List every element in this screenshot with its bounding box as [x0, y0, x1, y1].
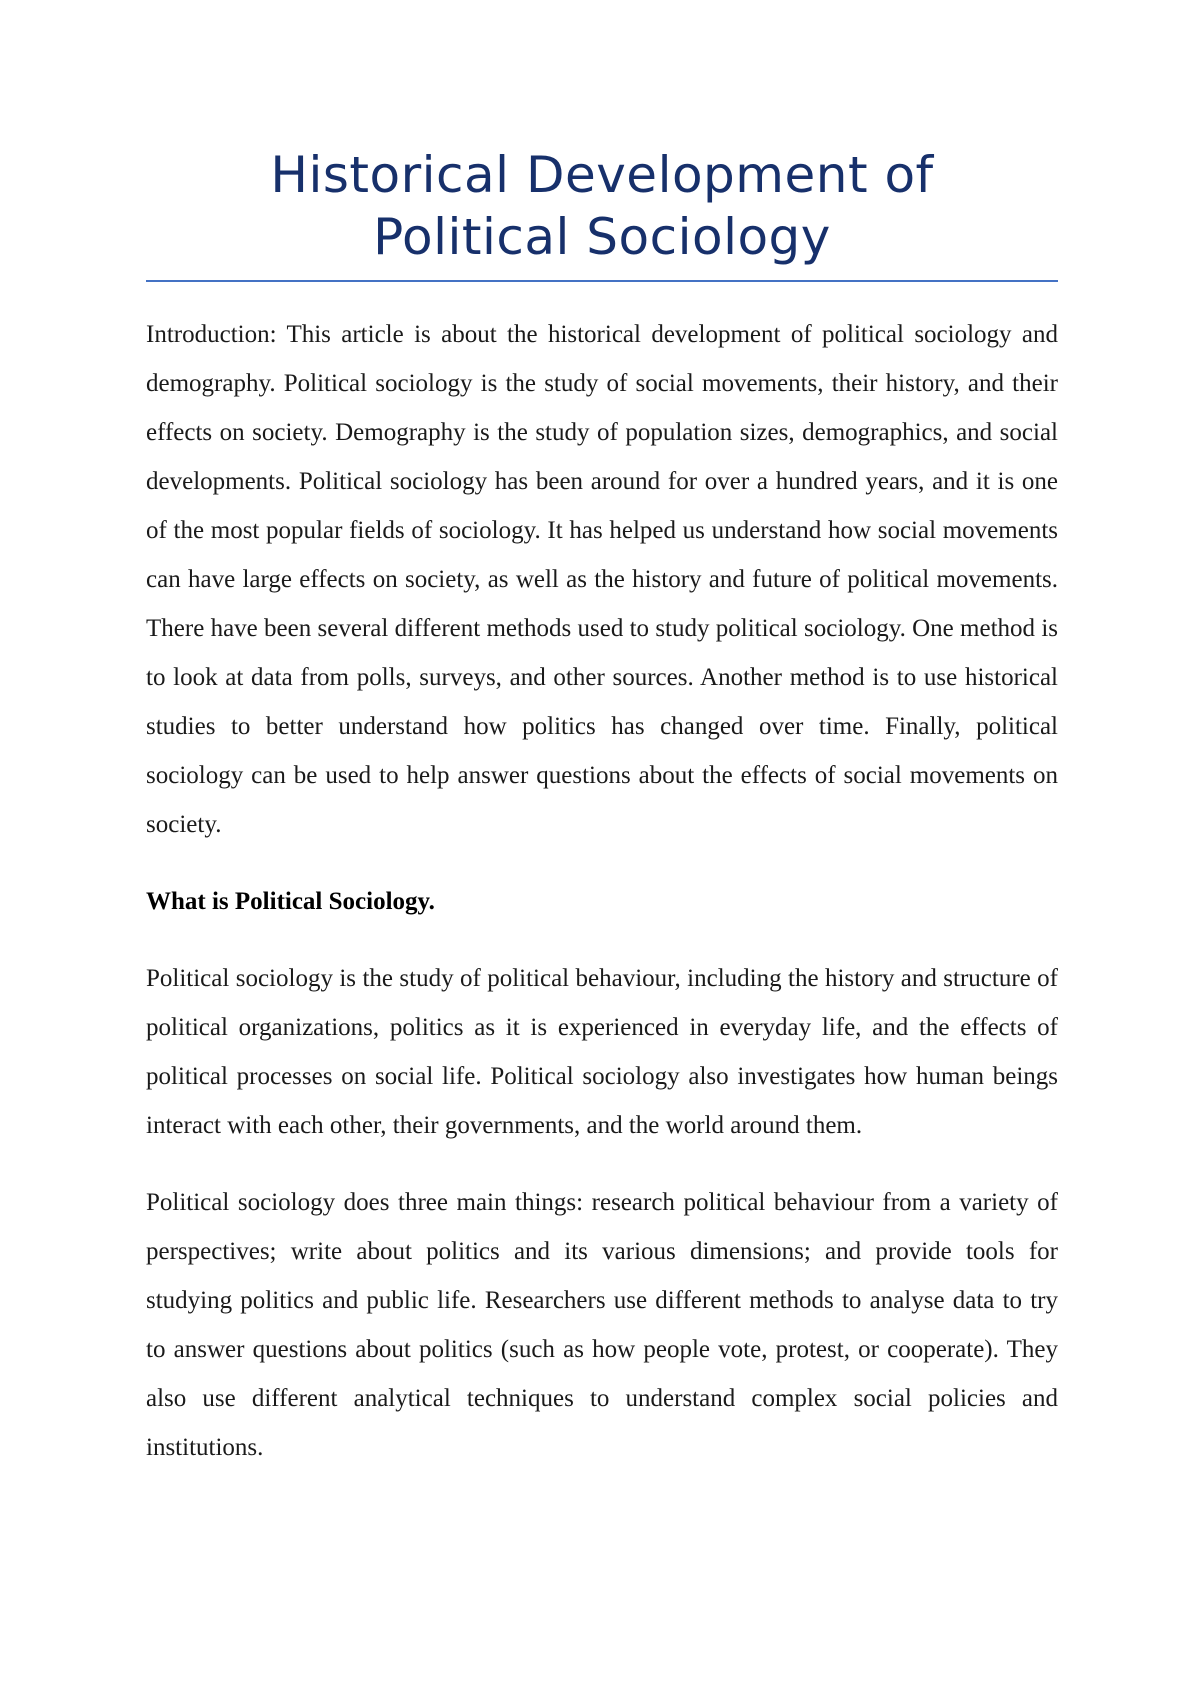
title-line-2: Political Sociology: [373, 208, 831, 266]
document-title: [146, 144, 1058, 268]
document-content: [146, 144, 1058, 1500]
main-things-paragraph: Political sociology does three main things: research political behaviour from a variety of perspectives; write about politics and its various dimensions; and provide tools for studying politics and public life. Researchers use different methods to analyse data to try to answer questions about politics (such as how people vote, protest, or cooperate). They also use different analytical techniques to understand complex social policies and institutions.: [146, 1189, 1058, 1461]
document-body: [146, 310, 1058, 1472]
definition-paragraph: Political sociology is the study of political behaviour, including the history and structure of political organizations, politics as it is experienced in everyday life, and the effects of political processes on social life. Political sociology also investigates how human beings interact with each other, their governments, and the world around them.: [146, 965, 1058, 1139]
title-underline-rule: [146, 280, 1058, 282]
title-line-1: Historical Development of: [270, 146, 934, 204]
intro-paragraph: Introduction: This article is about the historical development of political sociology and demography. Political sociology is the study of social movements, their history, and their effects on society. Demography is the study of population sizes, demographics, and social developments. Political sociology has been around for over a hundred years, and it is one of the most popular fields of sociology. It has helped us understand how social movements can have large effects on society, as well as the history and future of political movements. There have been several different methods used to study political sociology. One method is to look at data from polls, surveys, and other sources. Another method is to use historical studies to better understand how politics has changed over time. Finally, political sociology can be used to help answer questions about the effects of social movements on society.: [146, 321, 1058, 838]
section-heading: What is Political Sociology.: [146, 888, 435, 915]
